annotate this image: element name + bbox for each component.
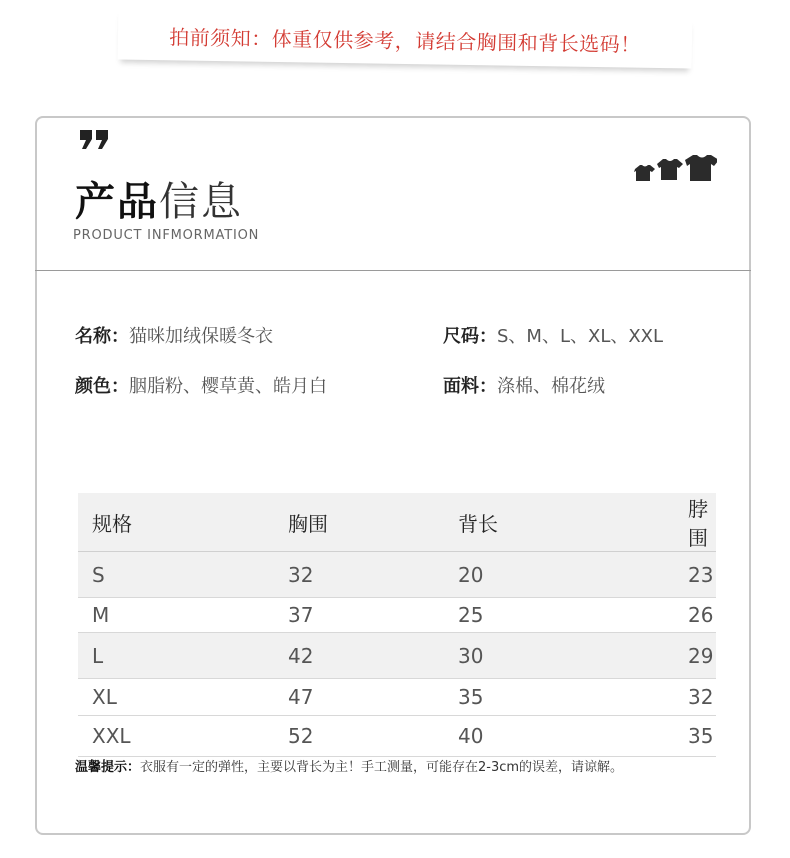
cell-size: L xyxy=(78,633,262,679)
cell-chest: 42 xyxy=(262,633,448,679)
tip-label: 温馨提示： xyxy=(75,760,141,775)
cell-chest: 32 xyxy=(262,552,448,598)
table-row xyxy=(78,598,716,633)
name-label: 名称： xyxy=(75,326,129,347)
info-size xyxy=(443,322,663,348)
table-row xyxy=(78,552,716,598)
info-name xyxy=(75,322,273,348)
info-color xyxy=(75,372,327,398)
cell-size: M xyxy=(78,598,262,633)
table-header-row xyxy=(78,493,716,552)
cell-neck: 26 xyxy=(608,598,716,633)
fabric-label: 面料： xyxy=(443,376,497,397)
cell-back-length: 20 xyxy=(448,552,608,598)
table-row xyxy=(78,716,716,757)
notice-banner xyxy=(118,7,693,68)
size-label: 尺码： xyxy=(443,326,497,347)
cell-neck: 32 xyxy=(608,679,716,716)
section-title xyxy=(75,170,243,227)
title-bold: 产品 xyxy=(75,179,159,225)
tip-text: 衣服有一定的弹性，主要以背长为主！手工测量，可能存在2-3cm的误差，请谅解。 xyxy=(140,760,624,775)
title-light: 信息 xyxy=(159,179,243,225)
cell-size: S xyxy=(78,552,262,598)
header-chest: 胸围 xyxy=(262,493,448,552)
cell-neck: 35 xyxy=(608,716,716,757)
header-neck: 脖围 xyxy=(608,493,716,552)
cell-back-length: 25 xyxy=(448,598,608,633)
cell-neck: 23 xyxy=(608,552,716,598)
name-value: 猫咪加绒保暖冬衣 xyxy=(129,326,273,347)
color-label: 颜色： xyxy=(75,376,129,397)
cell-back-length: 40 xyxy=(448,716,608,757)
cell-back-length: 30 xyxy=(448,633,608,679)
cell-back-length: 35 xyxy=(448,679,608,716)
info-fabric xyxy=(443,372,605,398)
quote-icon xyxy=(79,128,111,154)
tshirt-sizes-icon xyxy=(631,155,717,189)
cell-size: XL xyxy=(78,679,262,716)
cell-chest: 47 xyxy=(262,679,448,716)
cell-size: XXL xyxy=(78,716,262,757)
product-info-card xyxy=(35,116,751,835)
cell-chest: 37 xyxy=(262,598,448,633)
size-value: S、M、L、XL、XXL xyxy=(497,326,664,347)
header-divider xyxy=(35,270,751,271)
size-table xyxy=(78,493,716,757)
notice-text: 拍前须知：体重仅供参考，请结合胸围和背长选码！ xyxy=(169,25,641,57)
section-subtitle: PRODUCT INFMORMATION xyxy=(73,228,260,243)
header-back-length: 背长 xyxy=(448,493,608,552)
color-value: 胭脂粉、樱草黄、皓月白 xyxy=(129,376,327,397)
cell-chest: 52 xyxy=(262,716,448,757)
table-row xyxy=(78,633,716,679)
fabric-value: 涤棉、棉花绒 xyxy=(497,376,605,397)
tip-note xyxy=(75,756,623,775)
header-size: 规格 xyxy=(78,493,262,552)
cell-neck: 29 xyxy=(608,633,716,679)
table-row xyxy=(78,679,716,716)
